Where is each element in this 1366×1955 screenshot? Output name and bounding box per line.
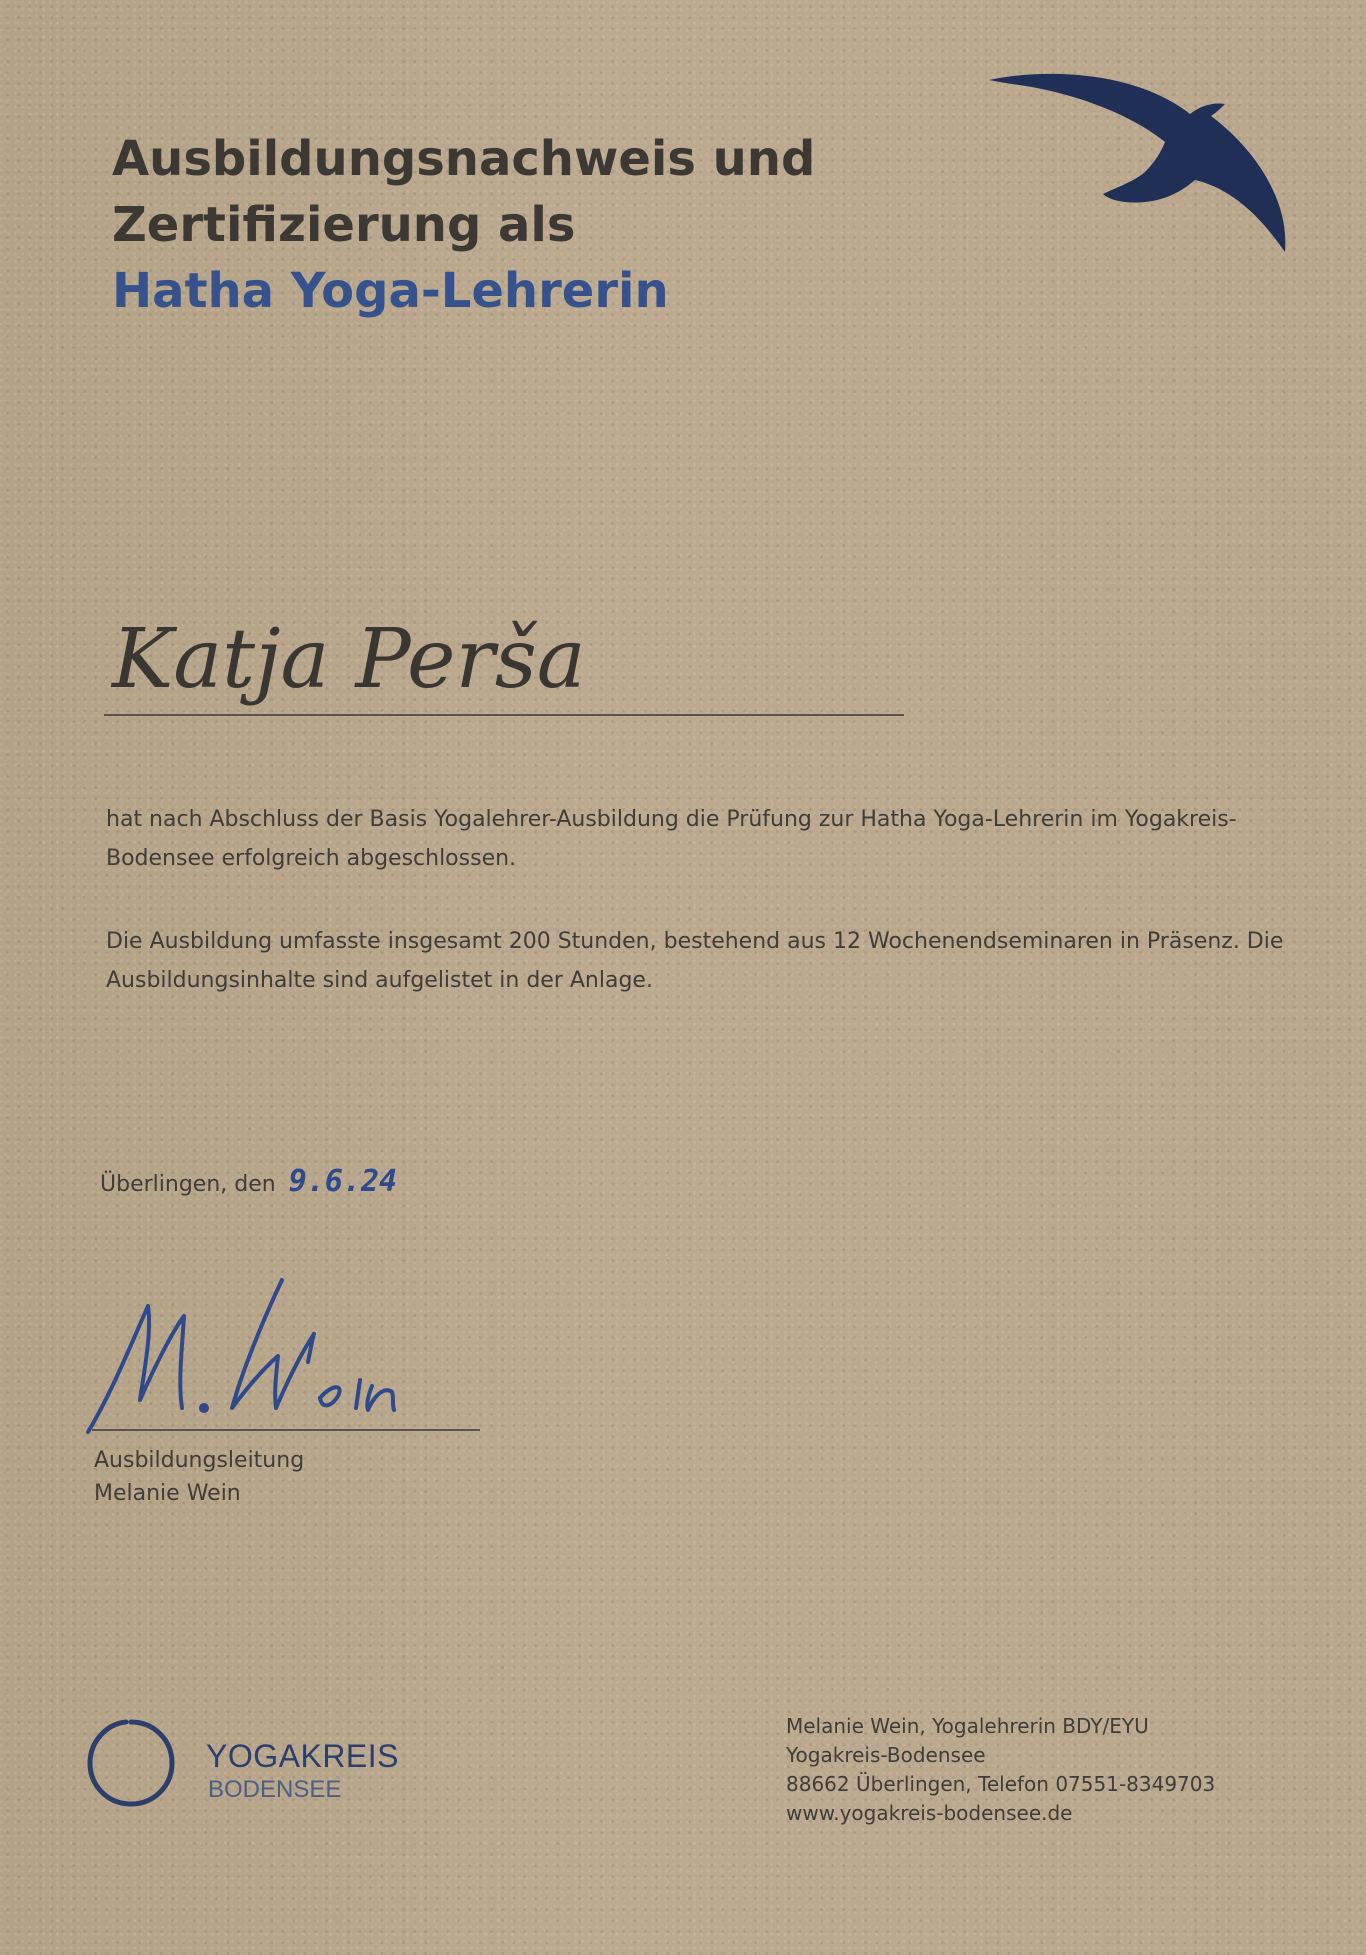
seagull-icon — [985, 62, 1291, 262]
logo-wordmark: YOGAKREIS — [206, 1738, 399, 1774]
signature-image — [82, 1272, 502, 1442]
contact-website[interactable]: www.yogakreis-bodensee.de — [786, 1801, 1073, 1825]
date-row — [100, 1164, 397, 1199]
contact-line-3: 88662 Überlingen, Telefon 07551-8349703 — [786, 1772, 1216, 1796]
title-line-3: Hatha Yoga-Lehrerin — [112, 263, 669, 319]
training-details: Die Ausbildung umfasste insgesamt 200 Stunden, bestehend aus 12 Wochenendseminaren in Präsenz. Die Ausbildungsinhalte sind aufgelistet in der Anlage. — [106, 929, 1284, 993]
title-line-1: Ausbildungsnachweis und — [112, 131, 816, 187]
contact-block — [786, 1712, 1306, 1828]
logo-subtitle: BODENSEE — [208, 1776, 342, 1803]
recipient-name: Katja Perša — [112, 612, 586, 707]
date-value: 9.6.24 — [288, 1164, 398, 1199]
contact-line-1: Melanie Wein, Yogalehrerin BDY/EYU — [786, 1714, 1149, 1738]
certificate-title — [112, 126, 815, 324]
yogakreis-logo — [84, 1716, 424, 1822]
circle-ring-icon — [84, 1716, 178, 1810]
completion-statement: hat nach Abschluss der Basis Yogalehrer-Ausbildung die Prüfung zur Hatha Yoga-Lehrerin im Yogakreis-Bodensee erfolgreich abgeschlossen. — [106, 807, 1237, 871]
signatory-name: Melanie Wein — [94, 1481, 241, 1506]
contact-line-2: Yogakreis-Bodensee — [786, 1743, 986, 1767]
date-label: Überlingen, den — [100, 1172, 276, 1197]
title-line-2: Zertifizierung als — [112, 197, 576, 253]
signature-line — [92, 1429, 480, 1431]
name-underline — [104, 714, 904, 716]
signatory-role: Ausbildungsleitung — [94, 1448, 305, 1473]
